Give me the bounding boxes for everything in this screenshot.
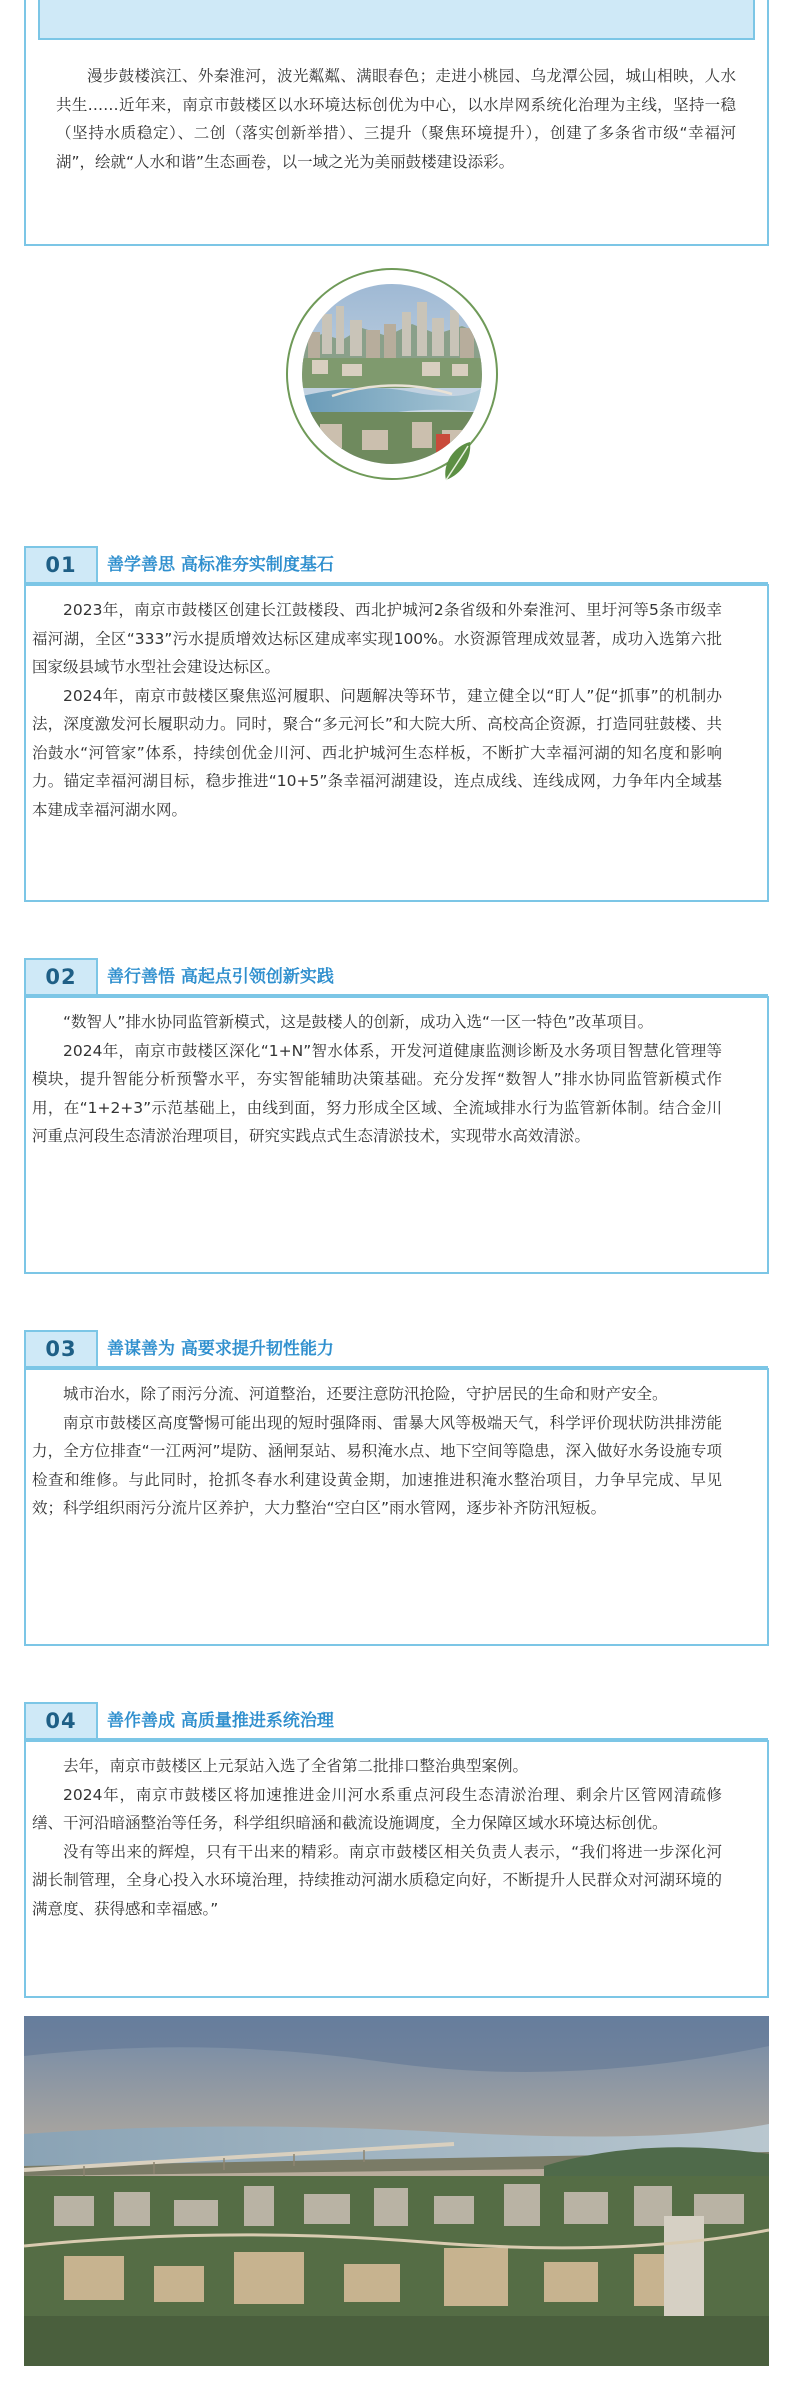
- section-body: [32, 1008, 722, 1151]
- section-paragraph: “数智人”排水协同监管新模式，这是鼓楼人的创新，成功入选“一区一特色”改革项目。: [63, 1013, 654, 1031]
- section-number-badge: 03: [24, 1330, 98, 1368]
- city-river-photo: [302, 284, 482, 464]
- aerial-city-photo: [24, 2016, 769, 2366]
- intro-header-bar: [38, 0, 755, 40]
- section-paragraph: 2024年，南京市鼓楼区聚焦巡河履职、问题解决等环节，建立健全以“盯人”促“抓事”的机制办法，深度激发河长履职动力。同时，聚合“多元河长”和大院大所、高校高企资源，打造同驻鼓楼、共治鼓水“河管家”体系，持续创优金川河、西北护城河生态样板，不断扩大幸福河湖的知名度和影响力。锚定幸福河湖目标，稳步推进“10+5”条幸福河湖建设，连点成线、连线成网，力争年内全域基本建成幸福河湖水网。: [32, 686, 722, 819]
- section-number-badge: 01: [24, 546, 98, 584]
- section-paragraph: 2024年，南京市鼓楼区深化“1+N”智水体系，开发河道健康监测诊断及水务项目智慧化管理等模块，提升智能分析预警水平，夯实智能辅助决策基础。充分发挥“数智人”排水协同监管新模式作用，在“1+2+3”示范基础上，由线到面，努力形成全区域、全流域排水行为监管新体制。结合金川河重点河段生态清淤治理项目，研究实践点式生态清淤技术，实现带水高效清淤。: [32, 1041, 722, 1145]
- section-paragraph: 2023年，南京市鼓楼区创建长江鼓楼段、西北护城河2条省级和外秦淮河、里圩河等5条市级幸福河湖，全区“333”污水提质增效达标区建成率实现100%。水资源管理成效显著，成功入选第六批国家级县域节水型社会建设达标区。: [32, 601, 722, 676]
- intro-paragraph: 漫步鼓楼滨江、外秦淮河，波光粼粼、满眼春色；走进小桃园、乌龙潭公园，城山相映，人水共生……近年来，南京市鼓楼区以水环境达标创优为中心，以水岸网系统化治理为主线，坚持一稳（坚持水质稳定）、二创（落实创新举措）、三提升（聚焦环境提升），创建了多条省市级“幸福河湖”，绘就“人水和谐”生态画卷，以一域之光为美丽鼓楼建设添彩。: [56, 67, 736, 171]
- section-number-badge: 02: [24, 958, 98, 996]
- green-leaf-decoration: [440, 440, 474, 484]
- section-title: 善行善悟 高起点引领创新实践: [107, 967, 334, 987]
- section-paragraph: 城市治水，除了雨污分流、河道整治，还要注意防汛抢险，守护居民的生命和财产安全。: [63, 1385, 668, 1403]
- section-body: [32, 596, 722, 824]
- section-paragraph: 南京市鼓楼区高度警惕可能出现的短时强降雨、雷暴大风等极端天气，科学评价现状防洪排涝能力，全方位排查“一江两河”堤防、涵闸泵站、易积淹水点、地下空间等隐患，深入做好水务设施专项检查和维修。与此同时，抢抓冬春水利建设黄金期，加速推进积淹水整治项目，力争早完成、早见效；科学组织雨污分流片区养护，大力整治“空白区”雨水管网，逐步补齐防汛短板。: [32, 1413, 722, 1517]
- section-number-badge: 04: [24, 1702, 98, 1740]
- section-paragraph: 去年，南京市鼓楼区上元泵站入选了全省第二批排口整治典型案例。: [63, 1757, 529, 1775]
- section-title: 善谋善为 高要求提升韧性能力: [107, 1339, 334, 1359]
- section-body: [32, 1752, 722, 1923]
- section-paragraph: 没有等出来的辉煌，只有干出来的精彩。南京市鼓楼区相关负责人表示，“我们将进一步深化河湖长制管理，全身心投入水环境治理，持续推动河湖水质稳定向好，不断提升人民群众对河湖环境的满意度、获得感和幸福感。”: [32, 1842, 722, 1918]
- section-title: 善作善成 高质量推进系统治理: [107, 1711, 334, 1731]
- section-body: [32, 1380, 722, 1523]
- section-paragraph: 2024年，南京市鼓楼区将加速推进金川河水系重点河段生态清淤治理、剩余片区管网清疏修缮、干河沿暗涵整治等任务，科学组织暗涵和截流设施调度，全力保障区域水环境达标创优。: [32, 1785, 722, 1832]
- section-title: 善学善思 高标准夯实制度基石: [107, 555, 334, 575]
